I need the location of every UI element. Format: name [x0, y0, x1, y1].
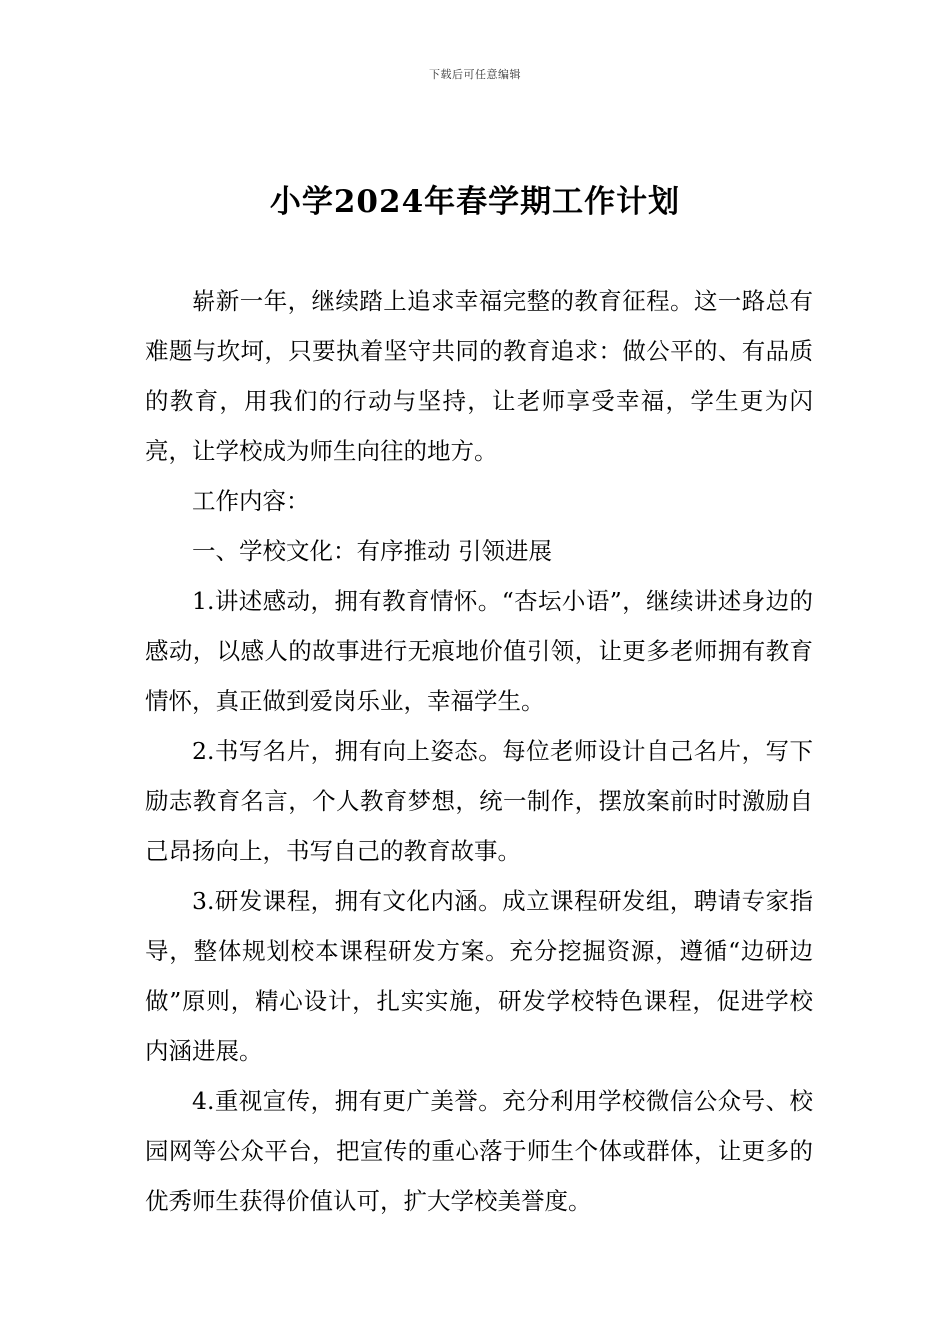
document-body	[145, 276, 813, 1226]
document-title: 小学2024年春学期工作计划	[269, 184, 681, 220]
paragraph-item-1: 1.讲述感动，拥有教育情怀。“杏坛小语”，继续讲述身边的感动，以感人的故事进行无痕地价值引领，让更多老师拥有教育情怀，真正做到爱岗乐业，幸福学生。	[145, 587, 813, 715]
paragraph-item-4: 4.重视宣传，拥有更广美誉。充分利用学校微信公众号、校园网等公众平台，把宣传的重心落于师生个体或群体，让更多的优秀师生获得价值认可，扩大学校美誉度。	[145, 1087, 813, 1215]
paragraph-section-heading: 一、学校文化：有序推动 引领进展	[192, 537, 552, 565]
paragraph-item-2: 2.书写名片，拥有向上姿态。每位老师设计自己名片，写下励志教育名言，个人教育梦想，统一制作，摆放案前时时激励自己昂扬向上，书写自己的教育故事。	[145, 737, 813, 865]
paragraph-work-content-heading: 工作内容：	[192, 487, 310, 515]
paragraph-intro: 崭新一年，继续踏上追求幸福完整的教育征程。这一路总有难题与坎坷，只要执着坚守共同的教育追求：做公平的、有品质的教育，用我们的行动与坚持，让老师享受幸福，学生更为闪亮，让学校成为师生向往的地方。	[145, 287, 813, 465]
paragraph-item-3: 3.研发课程，拥有文化内涵。成立课程研发组，聘请专家指导，整体规划校本课程研发方案。充分挖掘资源，遵循“边研边做”原则，精心设计，扎实实施，研发学校特色课程，促进学校内涵进展。	[145, 887, 813, 1065]
header-note: 下载后可任意编辑	[429, 68, 521, 81]
